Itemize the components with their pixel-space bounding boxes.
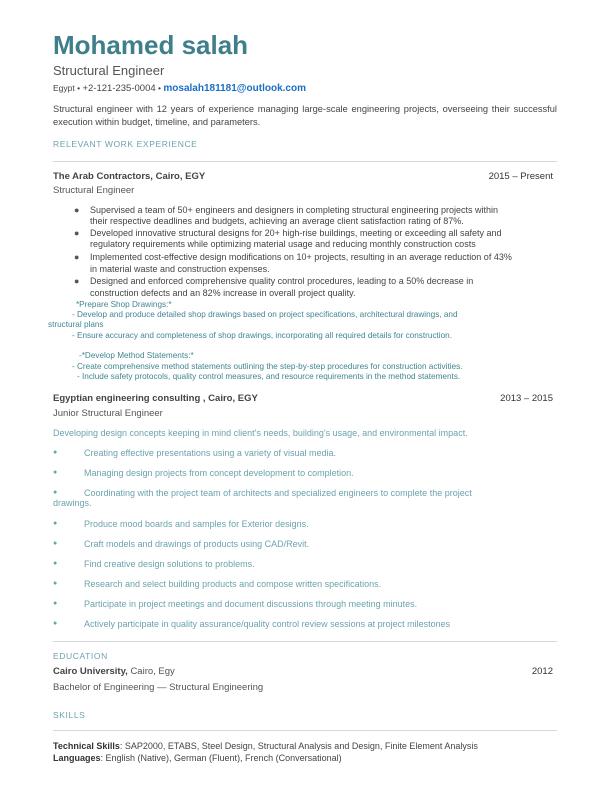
- job-bullet: Coordinating with the project team of architects and specialized engineers to complete the project: [84, 488, 472, 498]
- email-link[interactable]: mosalah181181@outlook.com: [163, 83, 306, 94]
- job-dates: 2015 – Present: [488, 171, 553, 182]
- location: Egypt: [53, 83, 75, 93]
- graduation-year: 2012: [531, 666, 553, 677]
- job-bullet: Managing design projects from concept development to completion.: [84, 468, 354, 478]
- job-role: Junior Structural Engineer: [53, 408, 163, 419]
- bullet-icon: ●: [53, 600, 58, 607]
- bullet-icon: ●: [74, 205, 80, 215]
- bullet-icon: ●: [74, 276, 80, 286]
- job-bullet: Designed and enforced comprehensive quality control procedures, leading to a 50% decrease in: [90, 276, 474, 286]
- job-bullet: Craft models and drawings of products using CAD/Revit.: [84, 539, 310, 549]
- divider: [53, 730, 557, 731]
- languages: [53, 753, 342, 763]
- job-bullet: Creating effective presentations using a variety of visual media.: [84, 448, 336, 458]
- separator: •: [77, 83, 81, 93]
- bullet-icon: ●: [53, 620, 58, 627]
- technical-skills-value: : SAP2000, ETABS, Steel Design, Structural Analysis and Design, Finite Element Analysis: [119, 741, 478, 751]
- job-bullet: Find creative design solutions to problems.: [84, 559, 255, 569]
- extra-line: - Include safety protocols, quality control measures, and resource requirements in the method statements.: [77, 372, 461, 381]
- bullet-icon: ●: [74, 252, 80, 262]
- job-bullet: Research and select building products and compose written specifications.: [84, 579, 382, 589]
- job-bullet: their respective deadlines and budgets, achieving an average client satisfaction rating of 87%.: [90, 216, 464, 226]
- job-intro: Developing design concepts keeping in mind client's needs, building's usage, and environmental impact.: [53, 428, 468, 438]
- section-education: EDUCATION: [53, 651, 108, 661]
- job-company: Egyptian engineering consulting , Cairo, EGY: [53, 393, 258, 404]
- job-bullet: drawings.: [53, 498, 92, 508]
- extra-line: - Create comprehensive method statements outlining the step-by-step procedures for construction activities.: [72, 362, 463, 371]
- bullet-icon: ●: [74, 228, 80, 238]
- school-name: Cairo University,: [53, 666, 128, 677]
- summary: Structural engineer with 12 years of experience managing large-scale engineering projects, overseeing their successful execution within budget, timeline, and parameters.: [53, 104, 557, 127]
- technical-skills: [53, 741, 478, 751]
- degree: Bachelor of Engineering — Structural Engineering: [53, 682, 264, 693]
- job-bullet: Developed innovative structural designs for 20+ high-rise buildings, meeting or exceeding all safety and: [90, 228, 502, 238]
- job-bullet: Actively participate in quality assurance/quality control review sessions at project milestones: [84, 619, 451, 629]
- school-location: Cairo, Egy: [130, 666, 175, 677]
- job-bullet: in material waste and construction expenses.: [90, 264, 270, 274]
- phone: +2-121-235-0004: [82, 83, 156, 94]
- job-bullet: construction defects and an 82% increase in overall project quality.: [90, 288, 356, 298]
- section-experience: RELEVANT WORK EXPERIENCE: [53, 139, 198, 149]
- school: [53, 666, 175, 677]
- extra-line: - Develop and produce detailed shop drawings based on project specifications, architectural drawings, and: [72, 310, 458, 319]
- divider: [53, 641, 557, 642]
- extra-heading: *Prepare Shop Drawings:*: [76, 300, 172, 309]
- candidate-title: Structural Engineer: [53, 63, 165, 78]
- extra-heading: -*Develop Method Statements:*: [79, 351, 194, 360]
- divider: [53, 161, 557, 162]
- bullet-icon: ●: [53, 489, 58, 496]
- extra-line: - Ensure accuracy and completeness of shop drawings, incorporating all required details for construction.: [72, 331, 453, 340]
- languages-label: Languages: [53, 753, 101, 763]
- bullet-icon: ●: [53, 520, 58, 527]
- bullet-icon: ●: [53, 469, 58, 476]
- job-bullet: Implemented cost-effective design modifications on 10+ projects, resulting in an average reduction of 43%: [90, 252, 512, 262]
- languages-value: : English (Native), German (Fluent), French (Conversational): [100, 753, 342, 763]
- bullet-icon: ●: [53, 580, 58, 587]
- job-bullet: Participate in project meetings and document discussions through meeting minutes.: [84, 599, 418, 609]
- job-bullet: Supervised a team of 50+ engineers and designers in completing structural engineering projects within: [90, 205, 498, 215]
- section-skills: SKILLS: [53, 710, 86, 720]
- extra-line: structural plans: [48, 320, 104, 329]
- job-company: The Arab Contractors, Cairo, EGY: [53, 171, 206, 182]
- job-bullet: regulatory requirements while optimizing material usage and reducing monthly construction costs: [90, 239, 476, 249]
- job-bullet: Produce mood boards and samples for Exterior designs.: [84, 519, 309, 529]
- contact-line: [53, 83, 306, 94]
- separator: •: [158, 83, 162, 93]
- bullet-icon: ●: [53, 449, 58, 456]
- job-role: Structural Engineer: [53, 185, 135, 196]
- candidate-name: Mohamed salah: [53, 30, 249, 60]
- technical-skills-label: Technical Skills: [53, 741, 120, 751]
- bullet-icon: ●: [53, 560, 58, 567]
- bullet-icon: ●: [53, 540, 58, 547]
- job-dates: 2013 – 2015: [500, 393, 553, 404]
